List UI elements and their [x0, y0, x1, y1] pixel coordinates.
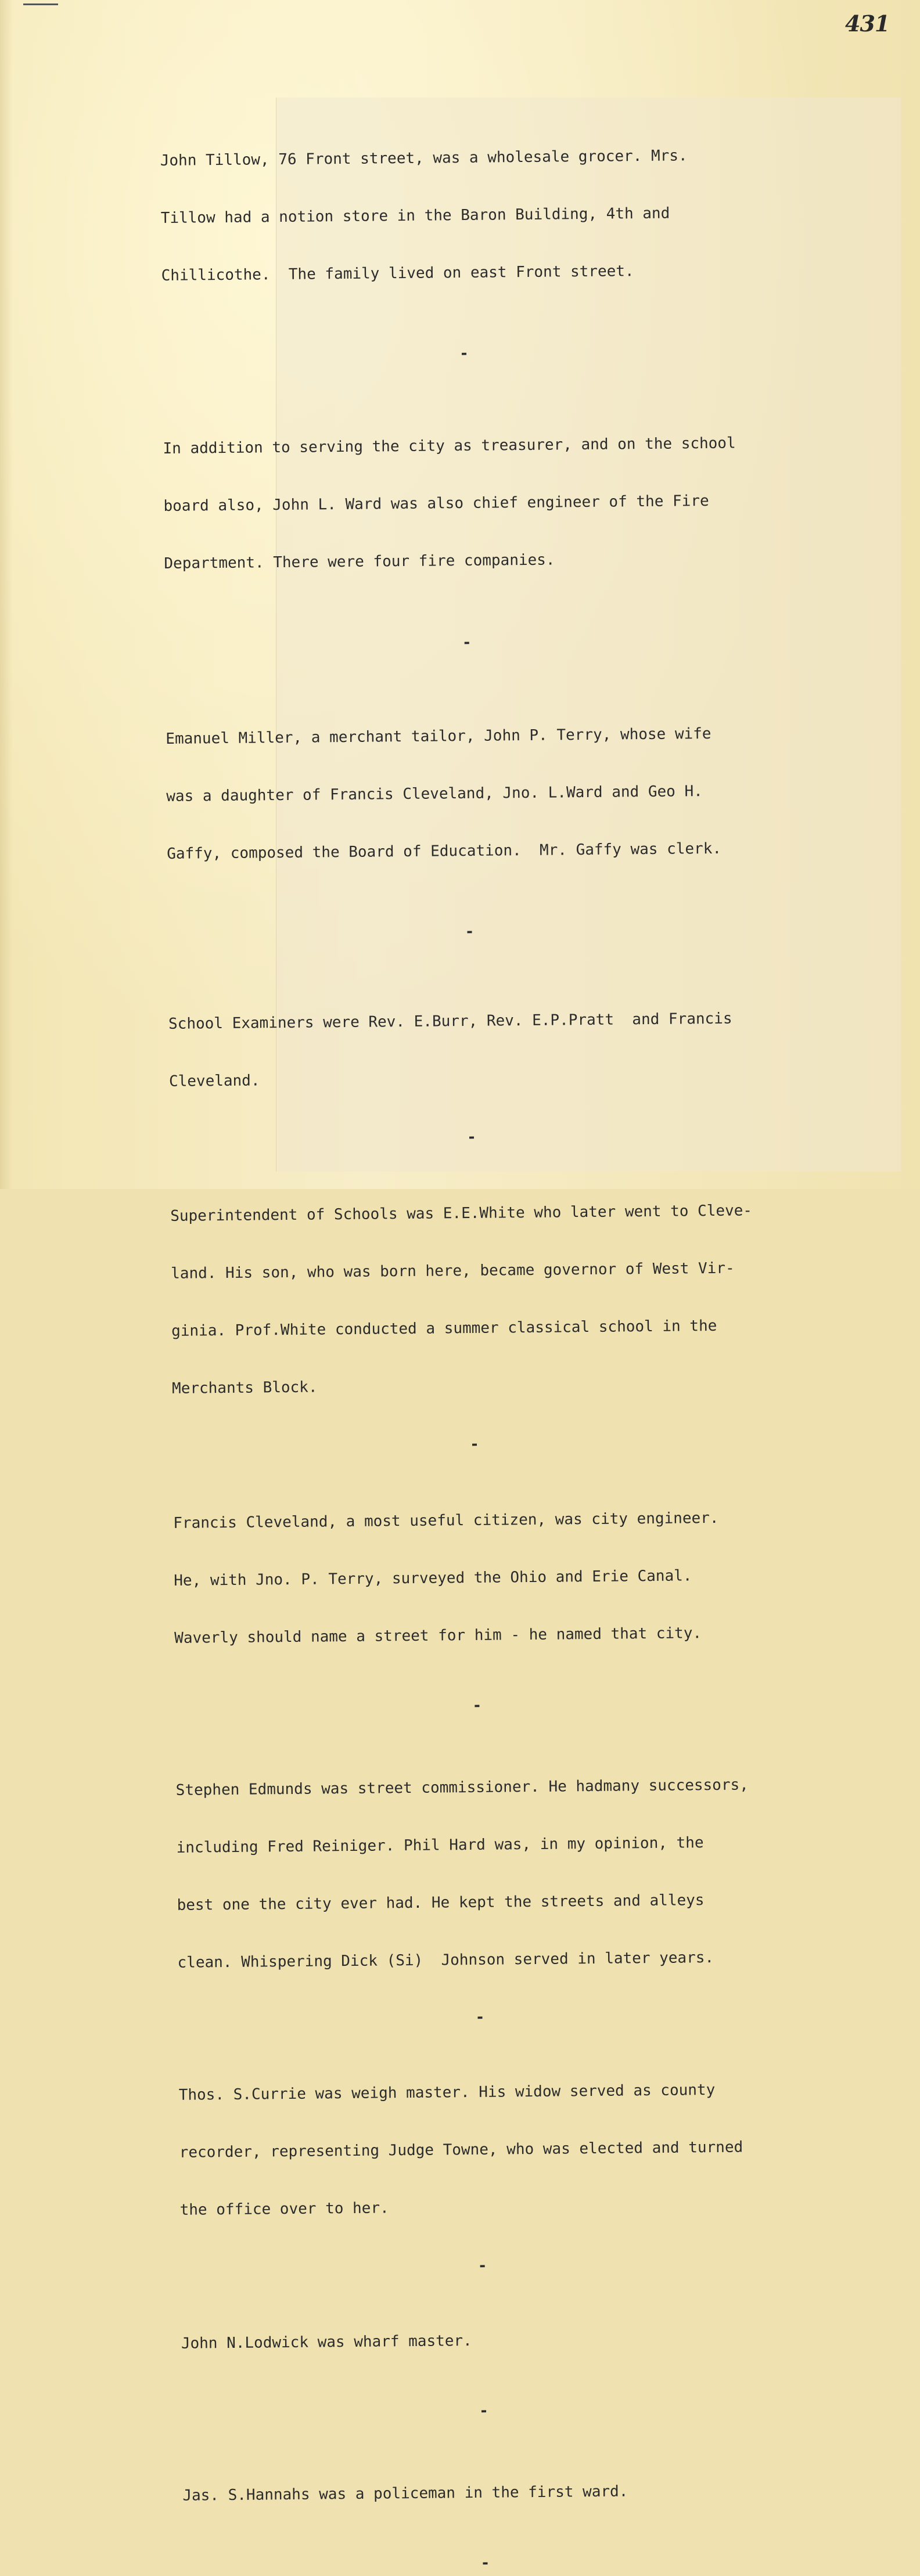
- separator-dash: -: [475, 2008, 485, 2026]
- paragraph-board-of-education: [166, 684, 882, 902]
- text-line: clean. Whispering Dick (Si) Johnson served in later years.: [177, 1948, 714, 1972]
- text-line: John N.Lodwick was wharf master.: [181, 2332, 472, 2352]
- text-line: In addition to serving the city as treasurer, and on the school: [163, 434, 736, 457]
- separator-dash: -: [479, 2402, 488, 2420]
- page-number: 431: [845, 10, 890, 37]
- separator-dash: -: [480, 2554, 490, 2572]
- text-line: recorder, representing Judge Towne, who was elected and turned: [179, 2138, 743, 2161]
- paragraph-superintendent: [170, 1162, 886, 1437]
- text-line: Thos. S.Currie was weigh master. His widow served as county: [178, 2081, 716, 2104]
- text-line: land. His son, who was born here, became governor of West Vir-: [171, 1259, 735, 1282]
- separator-dash: -: [459, 344, 469, 363]
- paragraph-weigh-master: [178, 2041, 894, 2258]
- separator-dash: -: [477, 2257, 487, 2275]
- text-line: Gaffy, composed the Board of Education. Mr. Gaffy was clerk.: [167, 840, 722, 863]
- text-line: board also, John L. Ward was also chief engineer of the Fire: [163, 492, 709, 515]
- paragraph-ward: [163, 394, 879, 612]
- separator-dash: -: [462, 633, 472, 652]
- paragraph-school-examiners: [168, 970, 883, 1130]
- text-line: He, with Jno. P. Terry, surveyed the Ohio and Erie Canal.: [174, 1567, 692, 1590]
- separator-dash: -: [466, 1128, 476, 1147]
- separator-dash: -: [465, 923, 475, 941]
- text-line: John Tillow, 76 Front street, was a wholesale grocer. Mrs.: [160, 147, 688, 170]
- text-line: Emanuel Miller, a merchant tailor, John P. Terry, whose wife: [166, 725, 711, 748]
- text-line: Waverly should name a street for him - he named that city.: [174, 1624, 702, 1647]
- text-line: Chillicothe. The family lived on east Front street.: [161, 262, 634, 284]
- paragraph-street-commissioner: [175, 1736, 892, 2011]
- text-line: School Examiners were Rev. E.Burr, Rev. E.P.Pratt and Francis: [168, 1010, 732, 1033]
- paragraph-tillow: [160, 106, 876, 324]
- text-line: Cleveland.: [168, 1072, 260, 1090]
- paragraph-francis-cleveland: [173, 1469, 889, 1687]
- text-line: Tillow had a notion store in the Baron Building, 4th and: [160, 204, 670, 227]
- text-line: Superintendent of Schools was E.E.White who later went to Cleve-: [170, 1202, 753, 1225]
- page-edge-shadow: [0, 0, 13, 1189]
- text-line: Stephen Edmunds was street commissioner. He hadmany successors,: [175, 1776, 749, 1799]
- corner-mark: [23, 0, 58, 5]
- text-line: Merchants Block.: [171, 1378, 318, 1397]
- document-body: [160, 106, 898, 2576]
- text-line: ginia. Prof.White conducted a summer classical school in the: [171, 1317, 717, 1340]
- separator-dash: -: [472, 1696, 482, 1714]
- text-line: Francis Cleveland, a most useful citizen, was city engineer.: [173, 1509, 719, 1532]
- text-line: Department. There were four fire companies.: [164, 551, 555, 572]
- paragraph-wharf-master: [181, 2289, 896, 2392]
- separator-dash: -: [470, 1435, 480, 1453]
- text-line: was a daughter of Francis Cleveland, Jno. L.Ward and Geo H.: [166, 783, 703, 805]
- text-line: Jas. S.Hannahs was a policeman in the first ward.: [182, 2483, 628, 2505]
- paragraph-policeman: [182, 2441, 898, 2544]
- text-line: the office over to her.: [179, 2199, 389, 2219]
- text-line: best one the city ever had. He kept the streets and alleys: [177, 1892, 705, 1914]
- text-line: including Fred Reiniger. Phil Hard was, in my opinion, the: [176, 1834, 704, 1857]
